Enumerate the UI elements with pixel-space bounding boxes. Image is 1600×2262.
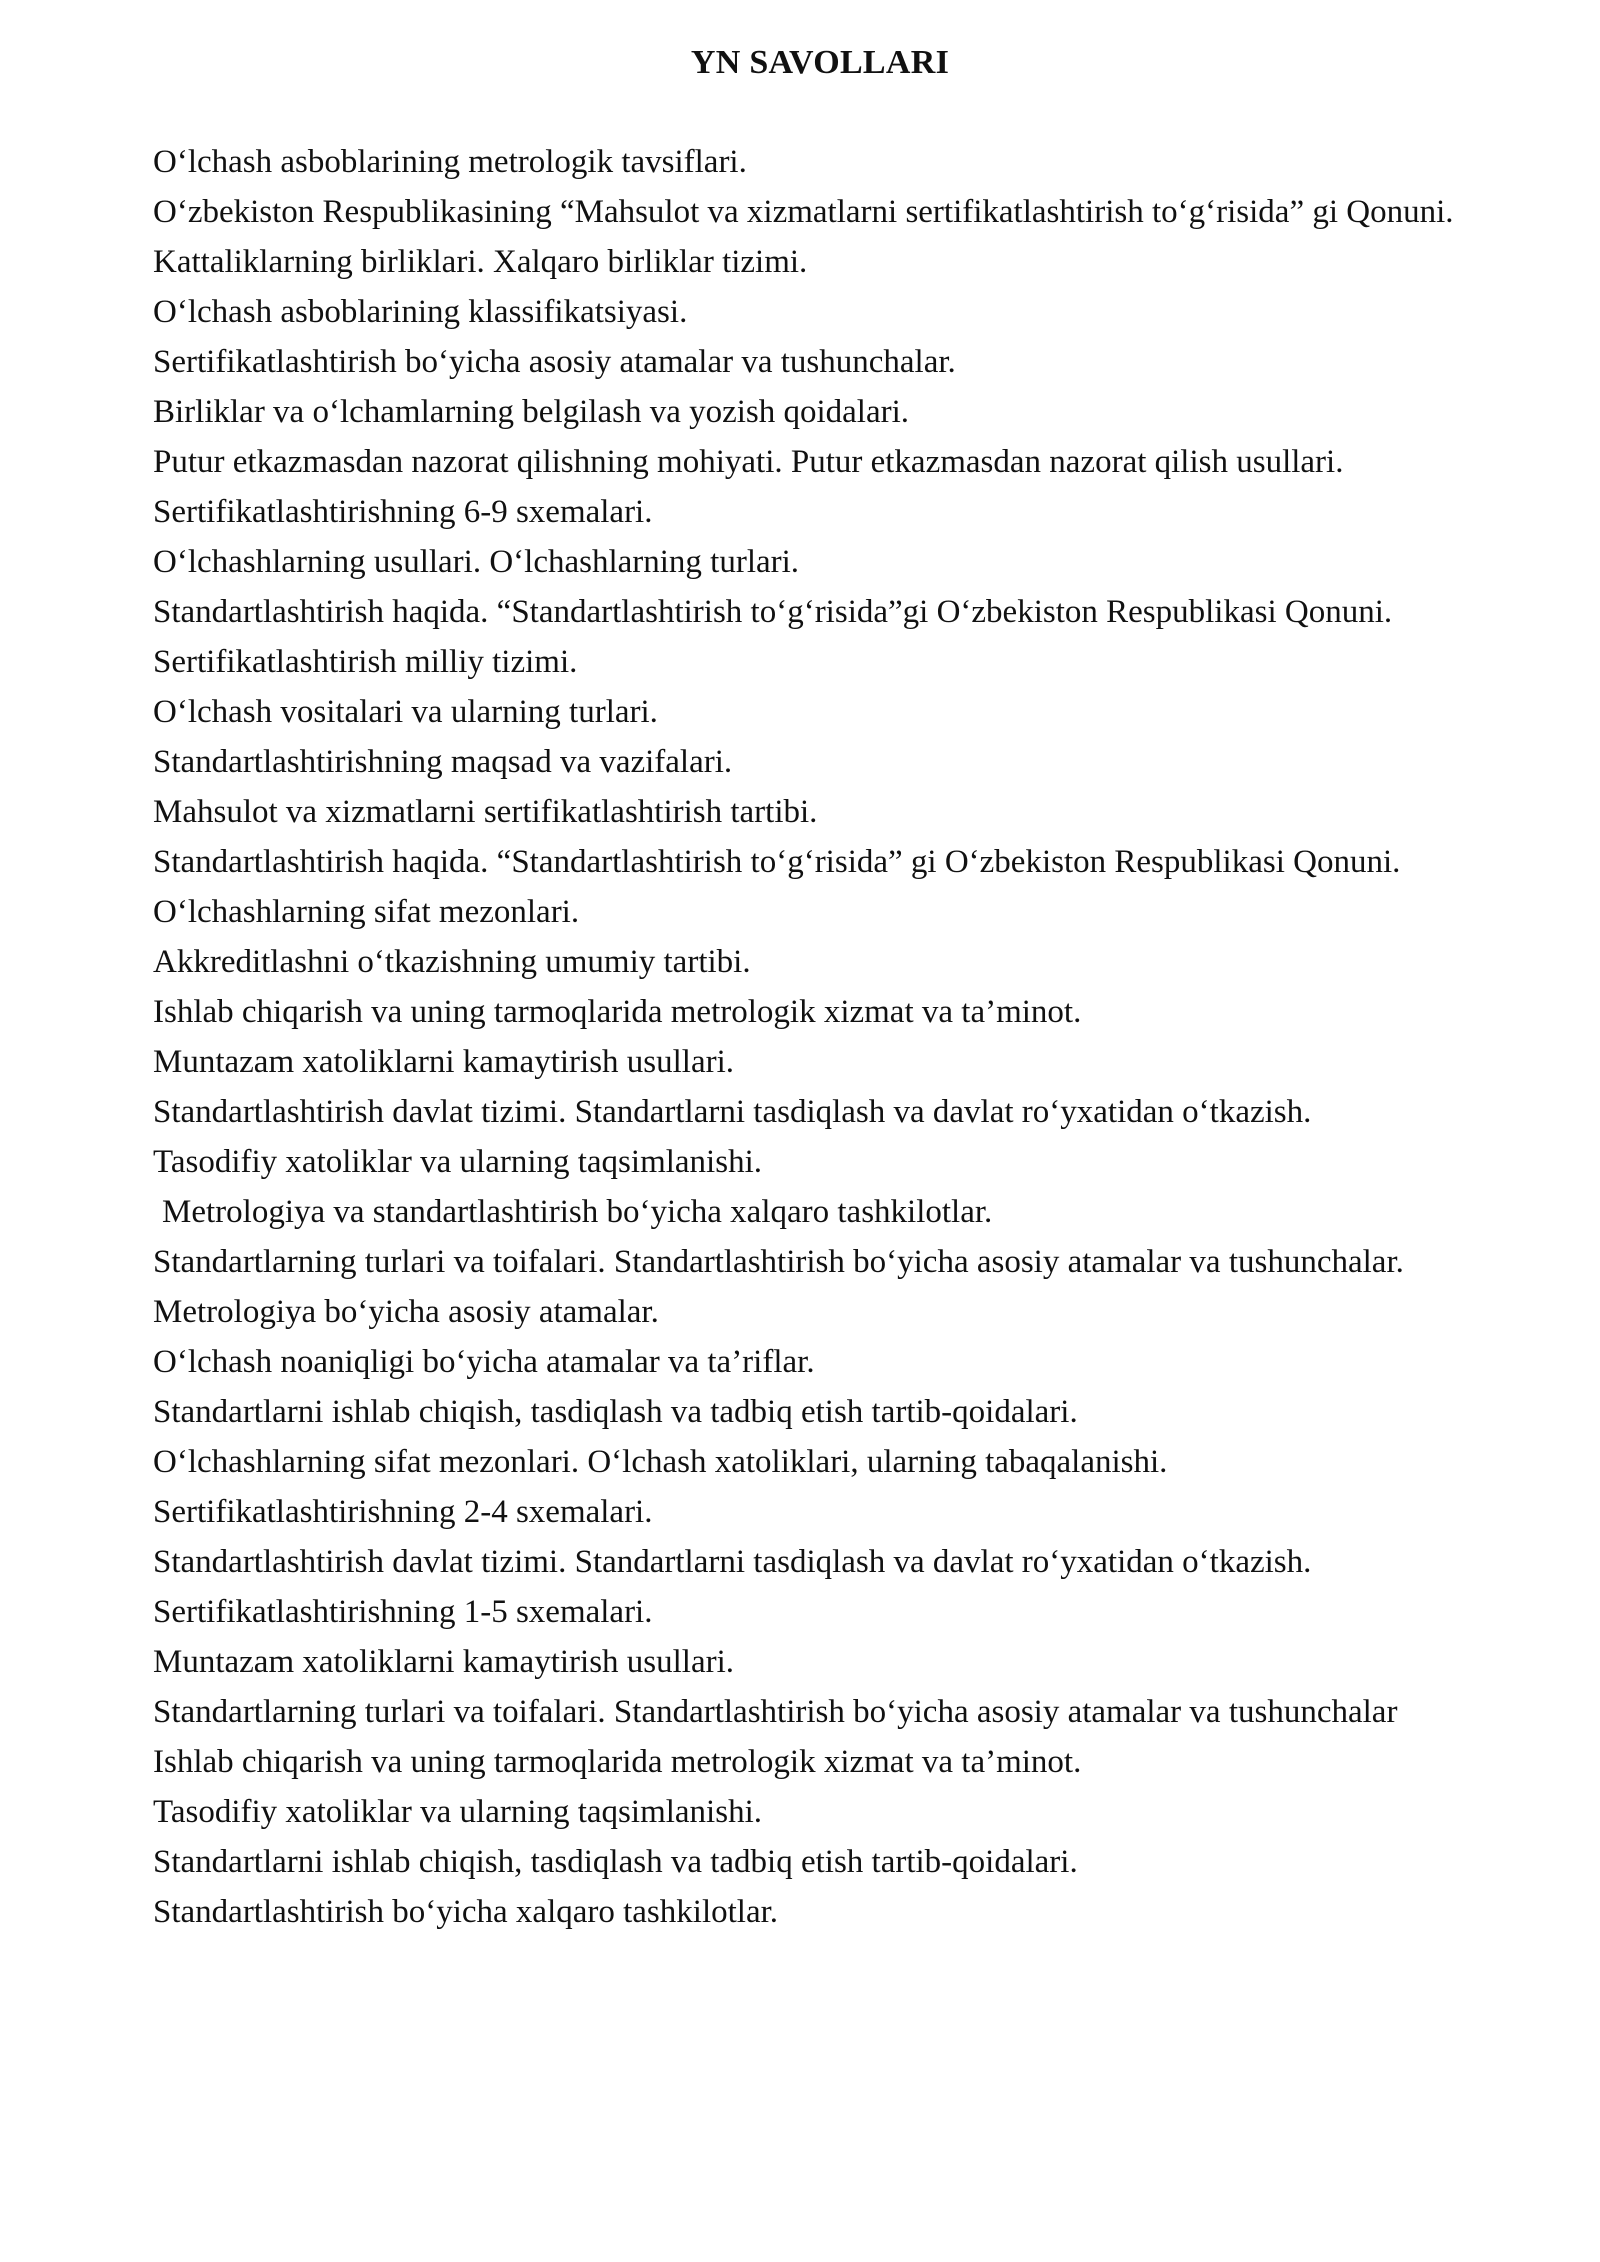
list-item: Mahsulot va xizmatlarni sertifikatlashtirish tartibi. xyxy=(153,794,818,830)
list-item: O‘lchash asboblarining klassifikatsiyasi. xyxy=(153,294,688,330)
page-title: YN SAVOLLARI xyxy=(690,44,950,81)
list-item: Standartlashtirish bo‘yicha xalqaro tashkilotlar. xyxy=(153,1894,779,1930)
list-item: Sertifikatlashtirish milliy tizimi. xyxy=(153,644,578,680)
list-item: Ishlab chiqarish va uning tarmoqlarida metrologik xizmat va ta’minot. xyxy=(153,994,1082,1030)
list-item: Metrologiya bo‘yicha asosiy atamalar. xyxy=(153,1294,659,1330)
list-item: O‘lchashlarning sifat mezonlari. O‘lchash xatoliklari, ularning tabaqalanishi. xyxy=(153,1444,1168,1480)
list-item: Putur etkazmasdan nazorat qilishning mohiyati. Putur etkazmasdan nazorat qilish usullari. xyxy=(153,444,1344,480)
list-item: Metrologiya va standartlashtirish bo‘yicha xalqaro tashkilotlar. xyxy=(162,1194,993,1230)
list-item: Muntazam xatoliklarni kamaytirish usullari. xyxy=(153,1644,735,1680)
list-item: Standartlashtirish davlat tizimi. Standartlarni tasdiqlash va davlat ro‘yxatidan o‘tkazish. xyxy=(153,1544,1312,1580)
list-item: Akkreditlashni o‘tkazishning umumiy tartibi. xyxy=(153,944,751,980)
list-item: O‘lchashlarning usullari. O‘lchashlarning turlari. xyxy=(153,544,800,580)
list-item: Standartlashtirishning maqsad va vazifalari. xyxy=(153,744,733,780)
list-item: Sertifikatlashtirishning 2-4 sxemalari. xyxy=(153,1494,653,1530)
list-item: Standartlarni ishlab chiqish, tasdiqlash va tadbiq etish tartib-qoidalari. xyxy=(153,1394,1078,1430)
list-item: Sertifikatlashtirishning 6-9 sxemalari. xyxy=(153,494,653,530)
list-item: Standartlashtirish haqida. “Standartlashtirish to‘g‘risida” gi O‘zbekiston Respublikasi Qonuni. xyxy=(153,844,1401,880)
list-item: Sertifikatlashtirish bo‘yicha asosiy atamalar va tushunchalar. xyxy=(153,344,956,380)
list-item: Standartlashtirish haqida. “Standartlashtirish to‘g‘risida”gi O‘zbekiston Respublikasi Qonuni. xyxy=(153,594,1393,630)
list-item: Muntazam xatoliklarni kamaytirish usullari. xyxy=(153,1044,735,1080)
list-item: Standartlarning turlari va toifalari. Standartlashtirish bo‘yicha asosiy atamalar va tushunchalar. xyxy=(153,1244,1404,1280)
list-item: Tasodifiy xatoliklar va ularning taqsimlanishi. xyxy=(153,1144,762,1180)
list-item: O‘lchash noaniqligi bo‘yicha atamalar va ta’riflar. xyxy=(153,1344,815,1380)
question-list xyxy=(153,137,1493,1937)
list-item: O‘lchash asboblarining metrologik tavsiflari. xyxy=(153,144,747,180)
list-item: Ishlab chiqarish va uning tarmoqlarida metrologik xizmat va ta’minot. xyxy=(153,1744,1082,1780)
list-item: Standartlarning turlari va toifalari. Standartlashtirish bo‘yicha asosiy atamalar va tushunchalar xyxy=(153,1694,1398,1730)
list-item: Tasodifiy xatoliklar va ularning taqsimlanishi. xyxy=(153,1794,762,1830)
list-item: Sertifikatlashtirishning 1-5 sxemalari. xyxy=(153,1594,653,1630)
list-item: Standartlashtirish davlat tizimi. Standartlarni tasdiqlash va davlat ro‘yxatidan o‘tkazish. xyxy=(153,1094,1312,1130)
list-item: Standartlarni ishlab chiqish, tasdiqlash va tadbiq etish tartib-qoidalari. xyxy=(153,1844,1078,1880)
list-item: O‘lchash vositalari va ularning turlari. xyxy=(153,694,658,730)
list-item: Kattaliklarning birliklari. Xalqaro birliklar tizimi. xyxy=(153,244,808,280)
list-item: Birliklar va o‘lchamlarning belgilash va yozish qoidalari. xyxy=(153,394,910,430)
list-item: O‘lchashlarning sifat mezonlari. xyxy=(153,894,580,930)
list-item: O‘zbekiston Respublikasining “Mahsulot va xizmatlarni sertifikatlashtirish to‘g‘risida” gi Qonuni. xyxy=(153,194,1454,230)
